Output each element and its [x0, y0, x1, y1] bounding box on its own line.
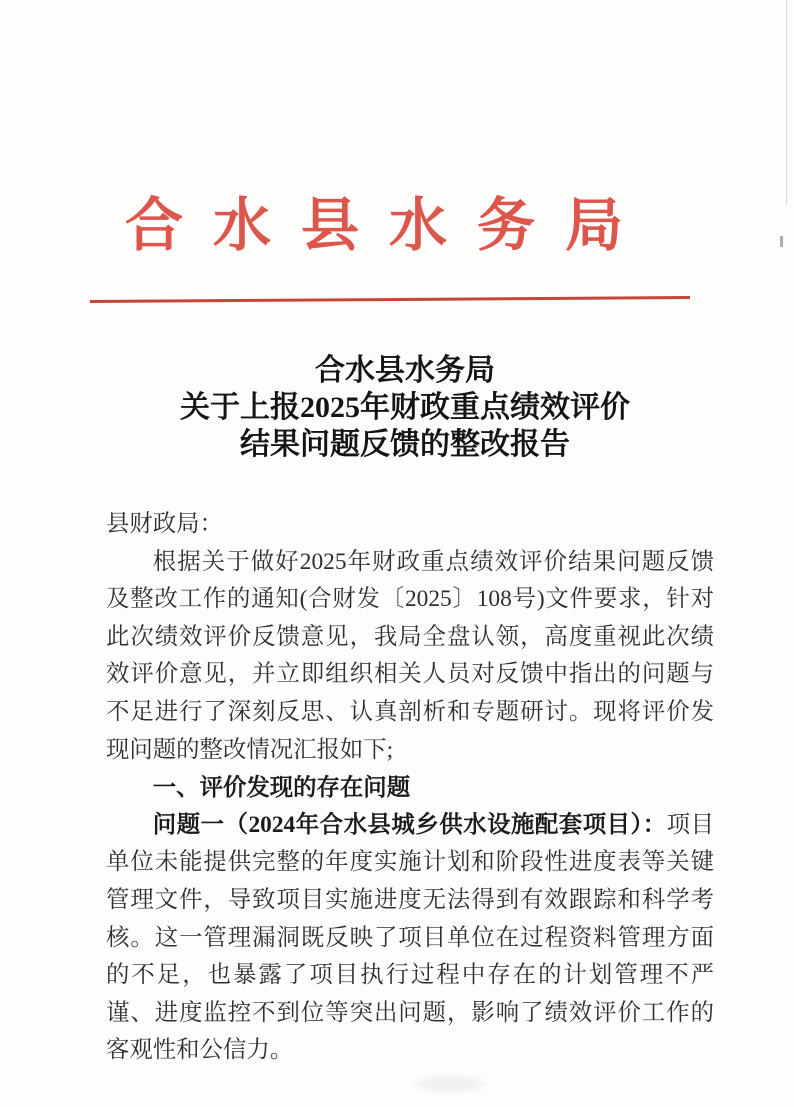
letterhead-agency-name: 合水县水务局: [125, 193, 654, 258]
salutation: 县财政局：: [106, 511, 223, 537]
intro-paragraph: 根据关于做好2025年财政重点绩效评价结果问题反馈及整改工作的通知(合财发〔2025〕108号)文件要求，针对此次绩效评价反馈意见，我局全盘认领，高度重视此次绩效评价意见，并立即组织相关人员对反馈中指出的问题与不足进行了深刻反思、认真剖析和专题研讨。现将评价发现问题的整改情况汇报如下;: [106, 548, 714, 763]
document-title-line-1: 合水县水务局: [315, 354, 495, 387]
scan-smudge: [415, 1078, 485, 1090]
document-title-line-2: 关于上报2025年财政重点绩效评价: [180, 391, 630, 424]
problem-1-label: 问题一（2024年合水县城乡供水设施配套项目）：: [152, 811, 667, 838]
document-title: [8, 352, 794, 463]
section-1-heading: 一、评价发现的存在问题: [152, 774, 411, 801]
letterhead-divider-line: [90, 296, 690, 303]
problem-1-text: 项目单位未能提供完整的年度实施计划和阶段性进度表等关键管理文件，导致项目实施进度无法得到有效跟踪和科学考核。这一管理漏洞既反映了项目单位在过程资料管理方面的不足，也暴露了项目执行过程中存在的计划管理不严谨、进度监控不到位等突出问题，影响了绩效评价工作的客观性和公信力。: [106, 811, 714, 1064]
scan-edge-line: [786, 0, 787, 205]
document-body: [106, 506, 714, 1070]
scan-edge-mark: [780, 236, 783, 247]
problem-1-paragraph: [106, 807, 714, 1070]
document-title-line-3: 结果问题反馈的整改报告: [240, 428, 570, 461]
